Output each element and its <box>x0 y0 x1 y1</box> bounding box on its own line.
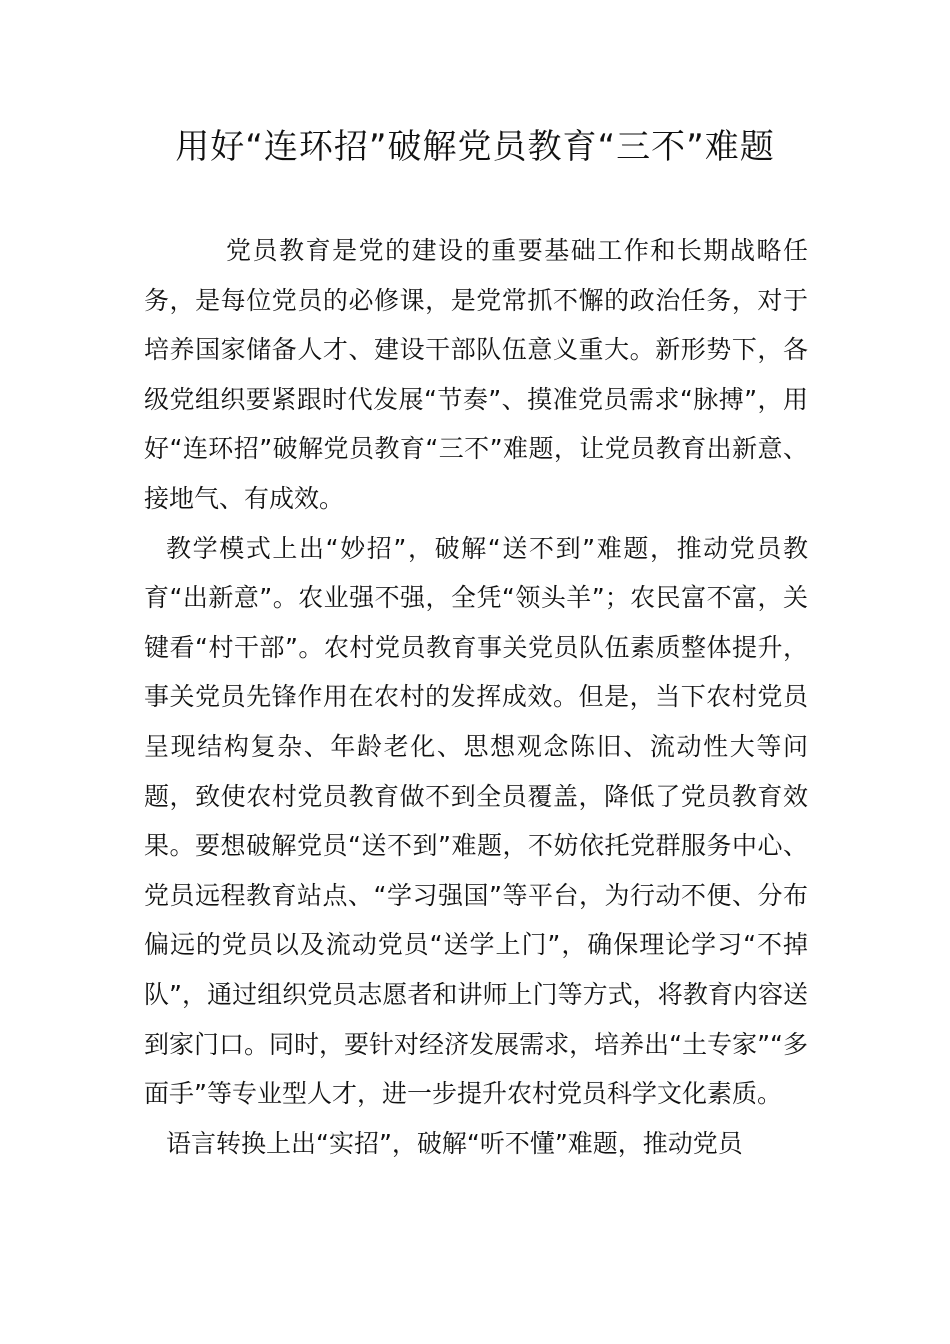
paragraph-language-conversion: 语言转换上出“实招”，破解“听不懂”难题，推动党员 <box>166 1128 743 1158</box>
document-body <box>144 226 808 1168</box>
paragraph-intro: 党员教育是党的建设的重要基础工作和长期战略任务，是每位党员的必修课，是党常抓不懈的政治任务，对于培养国家储备人才、建设干部队伍意义重大。新形势下，各级党组织要紧跟时代发展“节奏”、摸准党员需求“脉搏”，用好“连环招”破解党员教育“三不”难题，让党员教育出新意、接地气、有成效。 <box>144 236 808 513</box>
paragraph-teaching-mode: 教学模式上出“妙招”，破解“送不到”难题，推动党员教育“出新意”。农业强不强，全凭“领头羊”；农民富不富，关键看“村干部”。农村党员教育事关党员队伍素质整体提升，事关党员先锋作用在农村的发挥成效。但是，当下农村党员呈现结构复杂、年龄老化、思想观念陈旧、流动性大等问题，致使农村党员教育做不到全员覆盖，降低了党员教育效果。要想破解党员“送不到”难题，不妨依托党群服务中心、党员远程教育站点、“学习强国”等平台，为行动不便、分布偏远的党员以及流动党员“送学上门”，确保理论学习“不掉队”，通过组织党员志愿者和讲师上门等方式，将教育内容送到家门口。同时，要针对经济发展需求，培养出“土专家”“多面手”等专业型人才，进一步提升农村党员科学文化素质。 <box>144 533 808 1109</box>
document-title: 用好“连环招”破解党员教育“三不”难题 <box>175 127 775 167</box>
